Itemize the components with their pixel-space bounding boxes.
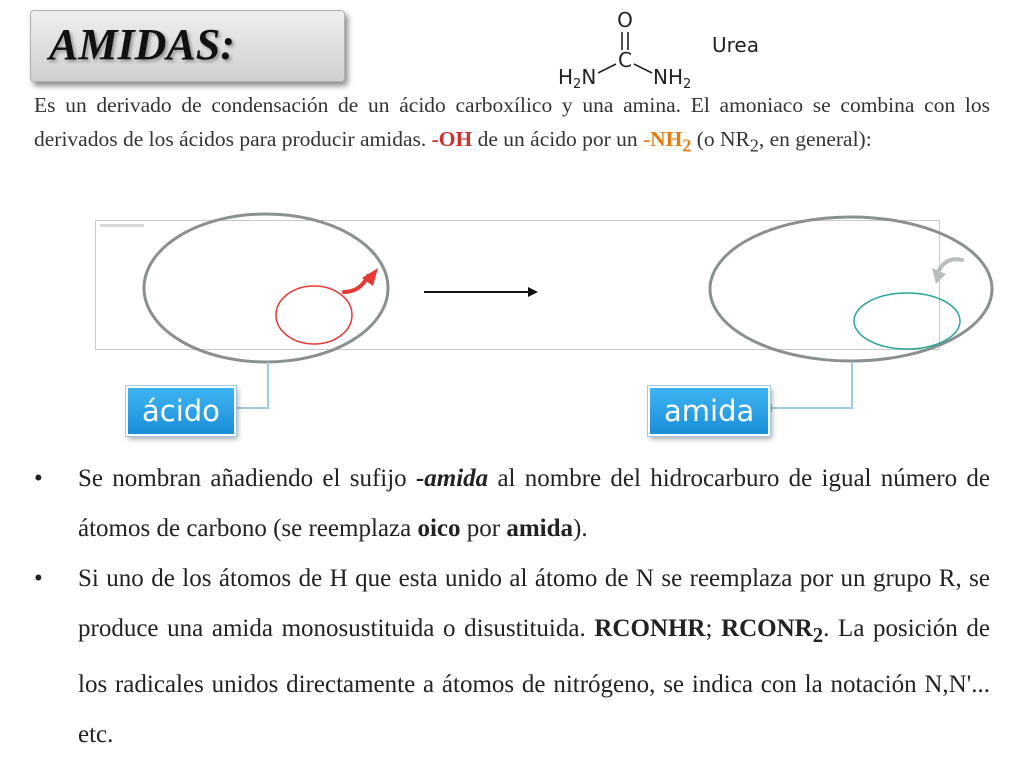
urea-atom-o: O xyxy=(617,8,633,32)
frame-mark xyxy=(100,224,144,227)
urea-right-group: $NH_2$ xyxy=(653,65,692,90)
amide-label-connector xyxy=(772,362,852,408)
amide-label: amida xyxy=(648,386,770,436)
page-title: AMIDAS: xyxy=(49,20,235,69)
acid-label-connector xyxy=(234,362,268,408)
urea-bond-left xyxy=(598,64,616,73)
urea-structure xyxy=(550,4,780,90)
urea-left-group: $H_2N$ xyxy=(558,65,597,90)
gray-curved-arrow-icon xyxy=(938,259,962,272)
reaction-image-frame xyxy=(95,220,940,350)
urea-atom-c: C xyxy=(618,48,632,72)
urea-label: Urea xyxy=(712,33,759,57)
title-box xyxy=(30,10,345,82)
urea-bond-right xyxy=(634,64,652,73)
intro-paragraph: Es un derivado de condensación de un ácido carboxílico y una amina. El amoniaco se combina con los derivados de los ácidos para producir amidas. -OH de un ácido por un $-NH_2$ (o $NR_2$, en general): xyxy=(34,93,990,156)
bullet-dot: • xyxy=(34,565,43,592)
bullet-dot: • xyxy=(34,465,43,492)
acid-label: ácido xyxy=(126,386,236,436)
oh-highlight: -OH xyxy=(431,127,473,151)
naming-rules-list xyxy=(34,454,990,760)
list-item: • Si uno de los átomos de H que esta unido al átomo de N se reemplaza por un grupo R, se produce una amida monosustituida o disustituida. RCONHR; $RCONR_2$. La posición de los radicales unidos directamente a átomos de nitrógeno, se indica con la notación N,N'... etc. xyxy=(34,554,990,760)
list-item: • Se nombran añadiendo el sufijo -amida al nombre del hidrocarburo de igual número de átomos de carbono (se reemplaza oico por amida). xyxy=(34,454,990,554)
nh2-highlight: $-NH_2$ xyxy=(643,127,692,156)
